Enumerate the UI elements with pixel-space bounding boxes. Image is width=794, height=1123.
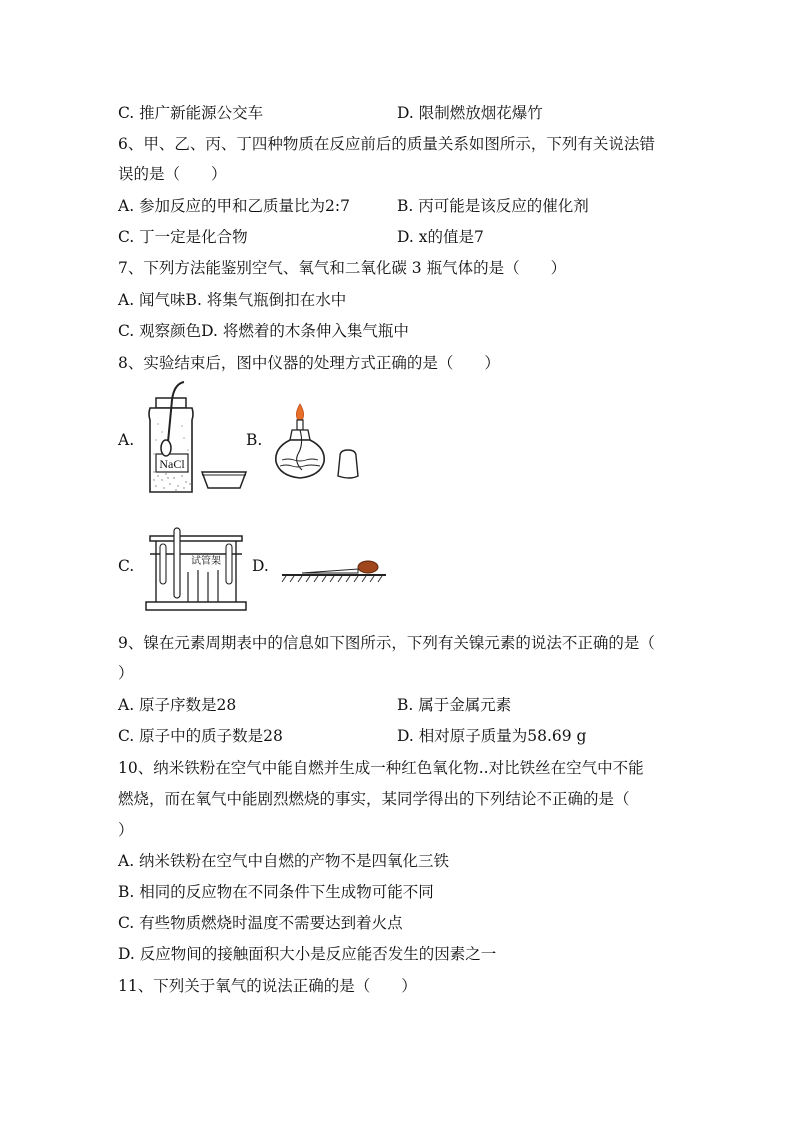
q9-stem-line1: 9、镍在元素周期表中的信息如下图所示，下列有关镍元素的说法不正确的是（ <box>118 634 655 652</box>
q8-stem: 8、实验结束后，图中仪器的处理方式正确的是（ ） <box>118 354 500 372</box>
q10-stem-line1: 10、纳米铁粉在空气中能自燃并生成一种红色氧化物..对比铁丝在空气中不能 <box>118 759 644 777</box>
q9-option-c: C. 原子中的质子数是28 <box>118 727 283 745</box>
lamp-cap <box>338 450 358 478</box>
test-tube-rack-figure <box>142 526 252 616</box>
q10-stem-line2: 燃烧，而在氧气中能剧烈燃烧的事实，某同学得出的下列结论不正确的是（ <box>118 790 630 808</box>
q9-option-d: D. 相对原子质量为58.69 g <box>397 727 587 745</box>
q7-options-cd: C. 观察颜色D. 将燃着的木条伸入集气瓶中 <box>118 322 409 340</box>
q7-stem: 7、下列方法能鉴别空气、氧气和二氧化碳 3 瓶气体的是（ ） <box>118 259 567 277</box>
lamp-body <box>276 440 324 478</box>
q8-label-b: B. <box>246 431 263 449</box>
q5-option-c: C. 推广新能源公交车 <box>118 104 264 122</box>
q9-stem-line2: ） <box>118 664 134 682</box>
q10-option-a: A. 纳米铁粉在空气中自燃的产物不是四氧化三铁 <box>118 852 450 870</box>
dropper-bulb <box>358 561 378 573</box>
rack-label: 试管架 <box>191 556 221 567</box>
reagent-jar-figure <box>144 380 254 498</box>
spoon-bowl <box>161 440 171 456</box>
rack-base <box>146 602 246 610</box>
dropper-figure <box>280 555 390 585</box>
q10-option-b: B. 相同的反应物在不同条件下生成物可能不同 <box>118 883 434 901</box>
jar-label-text: NaCl <box>159 457 185 471</box>
flame-icon <box>296 404 303 421</box>
q6-option-d: D. x的值是7 <box>397 228 484 246</box>
q9-option-a: A. 原子序数是28 <box>118 696 237 714</box>
q6-stem-line2: 误的是（ ） <box>118 165 227 183</box>
q10-stem-line3: ） <box>118 821 134 839</box>
q10-option-c: C. 有些物质燃烧时温度不需要达到着火点 <box>118 914 403 932</box>
rack-top-board <box>150 536 242 541</box>
q11-stem: 11、下列关于氧气的说法正确的是（ ） <box>118 977 417 995</box>
q6-stem-line1: 6、甲、乙、丙、丁四种物质在反应前后的质量关系如图所示，下列有关说法错 <box>118 135 655 153</box>
q8-label-a: A. <box>118 431 135 449</box>
q8-label-c: C. <box>118 557 135 575</box>
evaporating-dish <box>202 472 246 488</box>
test-tube <box>174 528 180 598</box>
alcohol-lamp-figure <box>272 400 372 490</box>
q9-option-b: B. 属于金属元素 <box>397 696 512 714</box>
q7-options-ab: A. 闻气味B. 将集气瓶倒扣在水中 <box>118 291 347 309</box>
q5-option-d: D. 限制燃放烟花爆竹 <box>397 104 543 122</box>
q10-option-d: D. 反应物间的接触面积大小是反应能否发生的因素之一 <box>118 945 497 963</box>
dropper-tube <box>302 569 358 573</box>
q8-label-d: D. <box>252 557 269 575</box>
q6-option-b: B. 丙可能是该反应的催化剂 <box>397 197 589 215</box>
q6-option-a: A. 参加反应的甲和乙质量比为2:7 <box>118 197 350 215</box>
q6-option-c: C. 丁一定是化合物 <box>118 228 248 246</box>
wick-holder <box>297 420 303 430</box>
